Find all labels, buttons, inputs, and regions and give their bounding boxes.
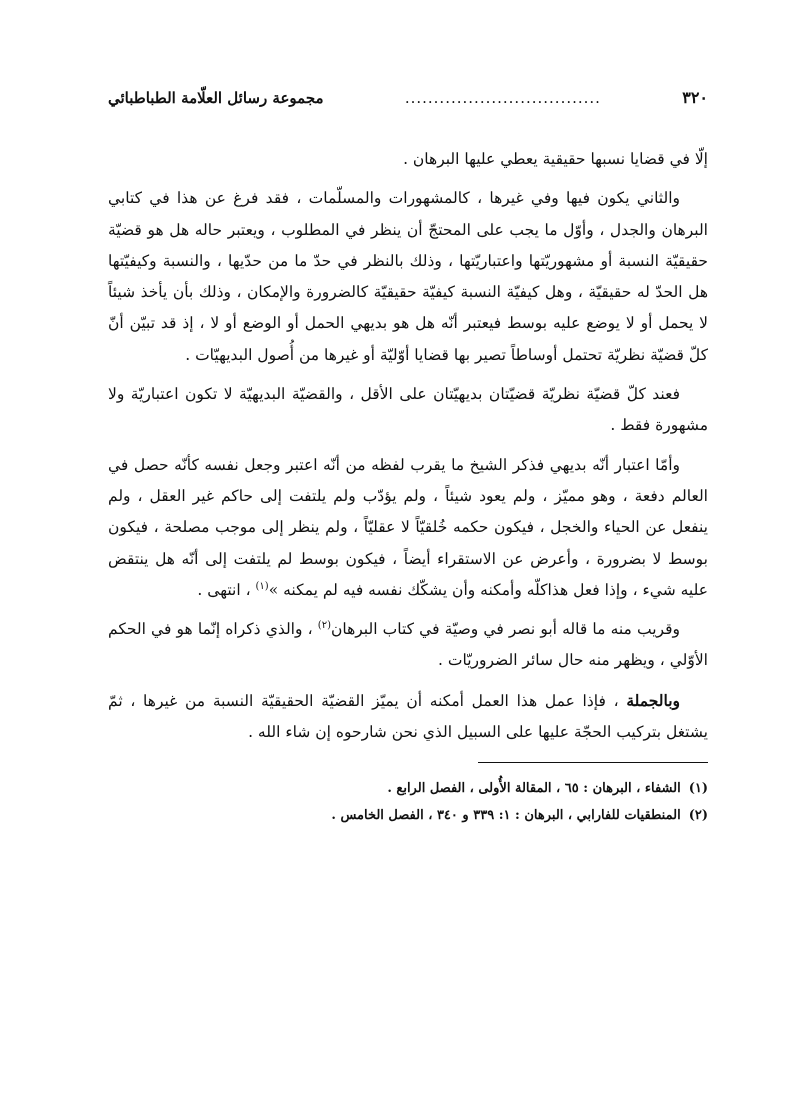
footnote-2-text: المنطقيات للفارابي ، البرهان : ١: ٣٣٩ و ٣٤٠ ، الفصل الخامس . — [331, 808, 681, 824]
footnote-ref-1[interactable]: (١) — [255, 580, 269, 592]
paragraph-5 — [108, 614, 708, 677]
footnote-1-text: الشفاء ، البرهان : ٦٥ ، المقالة الأُولى ، الفصل الرابع . — [387, 781, 681, 797]
body-text — [108, 144, 708, 748]
footnotes — [108, 775, 708, 829]
paragraph-1: إلّا في قضايا نسبها حقيقية يعطي عليها البرهان . — [403, 150, 708, 168]
book-page — [108, 88, 708, 1068]
paragraph-2: والثاني يكون فيها وفي غيرها ، كالمشهورات والمسلّمات ، فقد فرغ عن هذا في كتابي البرهان والجدل ، وأوّل ما يجب على المحتجّ أن ينظر في المطلوب ، ويعتبر حاله هل هو قضيّة حقيقيّة النسبة أو مشهوريّتها واعتباريّتها ، وذلك بالنظر في حدّ ما من حدّيها ، والنسبة وكيفيّتها هل الحدّ له حقيقيّة ، وهل كيفيّة النسبة كيفيّة حقيقيّة كالضرورة والإمكان ، وذلك بأن يأخذ شيئاً لا يحمل أو لا يوضع عليه بوسط فيعتبر أنّه هل هو بديهي الحمل أو الوضع أو لا ، إذ قد تبيّن أنّ كلّ قضيّة نظريّة تحتمل أوساطاً تصير بها قضايا أوّليّة أو غيرها من أُصول البديهيّات . — [108, 189, 708, 364]
footnote-1 — [108, 775, 708, 802]
footnote-2-number: (٢) — [688, 808, 708, 824]
footnote-ref-2[interactable]: (٢) — [317, 620, 331, 631]
paragraph-6-text: ، فإذا عمل هذا العمل أمكنه أن يميّز القضيّة الحقيقيّة النسبة من غيرها ، ثمّ يشتغل بتركيب الحجّة عليها على السبيل الذي نحن شارحوه إن شاء الله . — [108, 691, 708, 742]
paragraph-4 — [108, 450, 708, 606]
paragraph-5-text: وقريب منه ما قاله أبو نصر في وصيّة في كتاب البرهان — [330, 620, 680, 639]
footnote-1-number: (١) — [688, 781, 708, 797]
page-number: ٣٢٠ — [682, 88, 708, 107]
book-title: مجموعة رسائل العلّامة الطباطبائي — [108, 89, 324, 107]
paragraph-4-text: وأمّا اعتبار أنّه بديهي فذكر الشيخ ما يقرب لفظه من أنّه اعتبر وجعل نفسه كأنّه حصل في العالم دفعة ، وهو مميّز ، ولم يعود شيئاً ، ولم يؤدّب ولم يلتفت إلى حاكم غير العقل ، ولم ينفعل عن الحياء والخجل ، فيكون حكمه خُلقيّاً لا عقليّاً ، ولم ينظر إلى موجب مصلحة ، فيكون بوسط لا بضرورة ، وأعرض عن الاستقراء أيضاً ، فيكون بوسط لم يلتفت إلى أنّه هل ينتقض عليه شيء ، وإذا فعل هذاكلّه وأمكنه وأن يشكّك نفسه فيه لم يمكنه » — [108, 455, 708, 599]
header-leader-dots: .................................. — [404, 89, 601, 107]
paragraph-6 — [108, 685, 708, 749]
paragraph-3: فعند كلّ قضيّة نظريّة قضيّتان بديهيّتان على الأقل ، والقضيّة البديهيّة لا تكون اعتباريّة ولا مشهورة فقط . — [108, 385, 708, 435]
running-header — [108, 88, 708, 128]
footnote-2 — [108, 802, 708, 829]
paragraph-5-tail: ، والذي ذكراه إنّما هو في الحكم الأوّلي ، ويظهر منه حال سائر الضروريّات . — [108, 620, 708, 670]
footnote-divider — [478, 762, 708, 763]
paragraph-6-lead: وبالجملة — [626, 690, 680, 710]
paragraph-4-tail: ، انتهى . — [197, 580, 251, 599]
